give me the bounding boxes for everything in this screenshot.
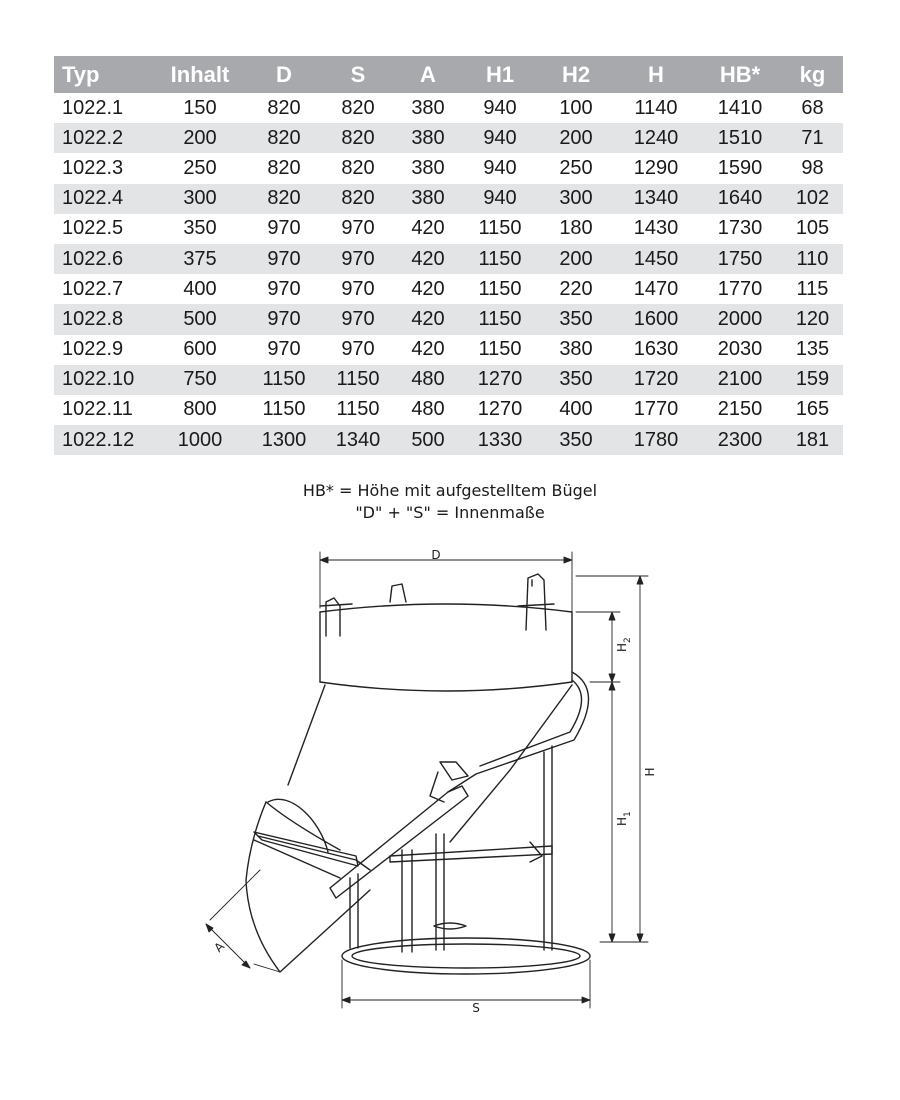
- table-cell: 135: [795, 338, 830, 361]
- table-cell: 420: [394, 304, 462, 334]
- table-row: [54, 395, 843, 425]
- concrete-skip-drawing: [180, 540, 700, 1020]
- table-cell: 1730: [717, 217, 763, 240]
- table-cell: 970: [322, 244, 394, 274]
- table-cell: 420: [411, 338, 445, 361]
- table-cell: 940: [462, 184, 538, 214]
- table-cell: 380: [411, 96, 445, 119]
- column-header-9: kg: [782, 56, 843, 93]
- table-cell: 1450: [614, 244, 698, 274]
- table-cell: 1640: [698, 184, 782, 214]
- table-cell: 1150: [336, 398, 380, 421]
- table-row: [54, 425, 843, 455]
- table-cell: 970: [341, 338, 375, 361]
- table-cell: 1720: [614, 365, 698, 395]
- table-cell: 300: [154, 184, 246, 214]
- table-cell: 2300: [698, 425, 782, 455]
- table-cell: 750: [154, 365, 246, 395]
- table-cell: 1022.3: [62, 156, 124, 179]
- table-cell: 375: [154, 244, 246, 274]
- label-s: S: [472, 1001, 480, 1015]
- table-cell: 480: [411, 398, 445, 421]
- lifting-lugs: [320, 574, 554, 636]
- table-cell: 1270: [477, 398, 523, 421]
- table-cell: 820: [246, 123, 322, 153]
- table-cell: 1022.2: [54, 123, 154, 153]
- dimension-h1: [600, 682, 620, 942]
- column-header-0: Typ: [54, 56, 154, 93]
- table-cell: 250: [183, 156, 217, 179]
- table-cell: 1150: [478, 217, 522, 240]
- table-cell: 1022.9: [62, 338, 124, 361]
- note-hb: HB* = Höhe mit aufgestelltem Bügel: [302, 481, 598, 500]
- table-cell: 1770: [717, 277, 763, 300]
- table-cell: 1150: [478, 277, 522, 300]
- table-cell: 380: [411, 156, 445, 179]
- table-cell: 500: [394, 425, 462, 455]
- table-cell: 1470: [633, 277, 679, 300]
- table-cell: 1140: [634, 96, 678, 119]
- table-cell: 940: [483, 156, 517, 179]
- table-cell: 1750: [698, 244, 782, 274]
- label-a: A: [211, 939, 228, 956]
- table-cell: 820: [267, 96, 301, 119]
- table-cell: 1240: [614, 123, 698, 153]
- column-header-5: H1: [462, 56, 538, 93]
- table-cell: 400: [183, 277, 217, 300]
- table-cell: 200: [538, 244, 614, 274]
- table-cell: 350: [538, 425, 614, 455]
- table-cell: 1022.10: [54, 365, 154, 395]
- column-header-2: D: [246, 56, 322, 93]
- table-cell: 1270: [462, 365, 538, 395]
- table-cell: 970: [341, 277, 375, 300]
- column-header-6: H2: [538, 56, 614, 93]
- table-cell: 480: [394, 365, 462, 395]
- table-cell: 1770: [633, 398, 679, 421]
- table-cell: 970: [267, 217, 301, 240]
- table-row: [54, 304, 843, 334]
- table-cell: 1410: [717, 96, 763, 119]
- table-cell: 110: [782, 244, 843, 274]
- table-row: [54, 214, 843, 244]
- table-cell: 1022.12: [54, 425, 154, 455]
- dimension-h2: [576, 612, 620, 682]
- table-cell: 940: [483, 96, 517, 119]
- table-cell: 1022.11: [62, 398, 133, 421]
- table-cell: 200: [538, 123, 614, 153]
- table-cell: 1780: [614, 425, 698, 455]
- table-cell: 800: [183, 398, 217, 421]
- table-cell: 1150: [262, 398, 306, 421]
- table-cell: 420: [411, 277, 445, 300]
- column-header-3: S: [322, 56, 394, 93]
- table-cell: 970: [341, 217, 375, 240]
- table-cell: 820: [341, 156, 375, 179]
- label-h2: $H_2$: [615, 637, 633, 652]
- table-cell: 1022.4: [54, 184, 154, 214]
- table-cell: 200: [154, 123, 246, 153]
- table-cell: 181: [782, 425, 843, 455]
- table-cell: 970: [246, 304, 322, 334]
- table-row: [54, 184, 843, 214]
- table-row: [54, 93, 843, 123]
- table-row: [54, 123, 843, 153]
- table-cell: 970: [246, 244, 322, 274]
- table-cell: 71: [782, 123, 843, 153]
- table-cell: 2150: [717, 398, 763, 421]
- note-inner-dimensions: "D" + "S" = Innenmaße: [355, 503, 545, 522]
- table-cell: 420: [394, 244, 462, 274]
- table-cell: 820: [322, 123, 394, 153]
- table-row: [54, 244, 843, 274]
- table-cell: 380: [559, 338, 593, 361]
- table-cell: 970: [322, 304, 394, 334]
- table-cell: 68: [801, 96, 824, 119]
- column-header-1: Inhalt: [154, 56, 246, 93]
- table-cell: 105: [795, 217, 830, 240]
- table-cell: 1022.5: [62, 217, 124, 240]
- table-cell: 600: [183, 338, 217, 361]
- label-h1: $H_1$: [615, 811, 633, 826]
- table-cell: 1150: [246, 365, 322, 395]
- table-cell: 1000: [154, 425, 246, 455]
- table-cell: 1022.1: [62, 96, 124, 119]
- table-cell: 350: [538, 304, 614, 334]
- table-cell: 420: [411, 217, 445, 240]
- table-row: [54, 335, 843, 365]
- table-cell: 1510: [698, 123, 782, 153]
- table-cell: 1022.8: [54, 304, 154, 334]
- table-cell: 159: [782, 365, 843, 395]
- table-cell: 1430: [633, 217, 679, 240]
- table-cell: 820: [322, 184, 394, 214]
- table-cell: 115: [796, 277, 829, 300]
- table-cell: 820: [246, 184, 322, 214]
- table-row: [54, 365, 843, 395]
- table-cell: 100: [559, 96, 593, 119]
- notes: [0, 480, 900, 524]
- table-cell: 220: [559, 277, 593, 300]
- table-header-row: [54, 56, 843, 93]
- skip-body: [246, 604, 572, 972]
- table-cell: 250: [559, 156, 593, 179]
- table-cell: 1150: [322, 365, 394, 395]
- handle-lever: [330, 672, 589, 898]
- label-h: H: [643, 767, 657, 777]
- table-cell: 1150: [478, 338, 522, 361]
- table-cell: 150: [183, 96, 217, 119]
- table-cell: 102: [782, 184, 843, 214]
- table-cell: 380: [394, 184, 462, 214]
- table-cell: 98: [801, 156, 824, 179]
- table-cell: 1340: [614, 184, 698, 214]
- table-cell: 1290: [633, 156, 679, 179]
- table-cell: 300: [538, 184, 614, 214]
- table-cell: 1340: [322, 425, 394, 455]
- table-cell: 2100: [698, 365, 782, 395]
- table-cell: 1022.7: [62, 277, 124, 300]
- table-cell: 820: [341, 96, 375, 119]
- table-cell: 350: [538, 365, 614, 395]
- table-cell: 1330: [462, 425, 538, 455]
- table-cell: 180: [559, 217, 593, 240]
- table-cell: 1600: [614, 304, 698, 334]
- table-body: [54, 93, 843, 455]
- table-cell: 1630: [633, 338, 679, 361]
- table-cell: 380: [394, 123, 462, 153]
- table-cell: 120: [782, 304, 843, 334]
- table-row: [54, 274, 843, 304]
- table-cell: 1300: [246, 425, 322, 455]
- column-header-7: H: [614, 56, 698, 93]
- table-cell: 2000: [698, 304, 782, 334]
- table-cell: 970: [267, 277, 301, 300]
- label-d: D: [431, 548, 441, 562]
- column-header-8: HB*: [698, 56, 782, 93]
- table-cell: 165: [795, 398, 830, 421]
- table-cell: 1150: [462, 304, 538, 334]
- table-cell: 2030: [717, 338, 763, 361]
- table-cell: 350: [183, 217, 217, 240]
- table-cell: 1022.6: [54, 244, 154, 274]
- table-cell: 940: [462, 123, 538, 153]
- table-cell: 1150: [462, 244, 538, 274]
- table-cell: 1590: [717, 156, 763, 179]
- table-cell: 500: [154, 304, 246, 334]
- table-cell: 970: [267, 338, 301, 361]
- table-cell: 820: [267, 156, 301, 179]
- table-cell: 400: [559, 398, 593, 421]
- column-header-4: A: [394, 56, 462, 93]
- spec-table: [54, 56, 843, 455]
- dimension-s: [342, 960, 590, 1008]
- table-row: [54, 153, 843, 183]
